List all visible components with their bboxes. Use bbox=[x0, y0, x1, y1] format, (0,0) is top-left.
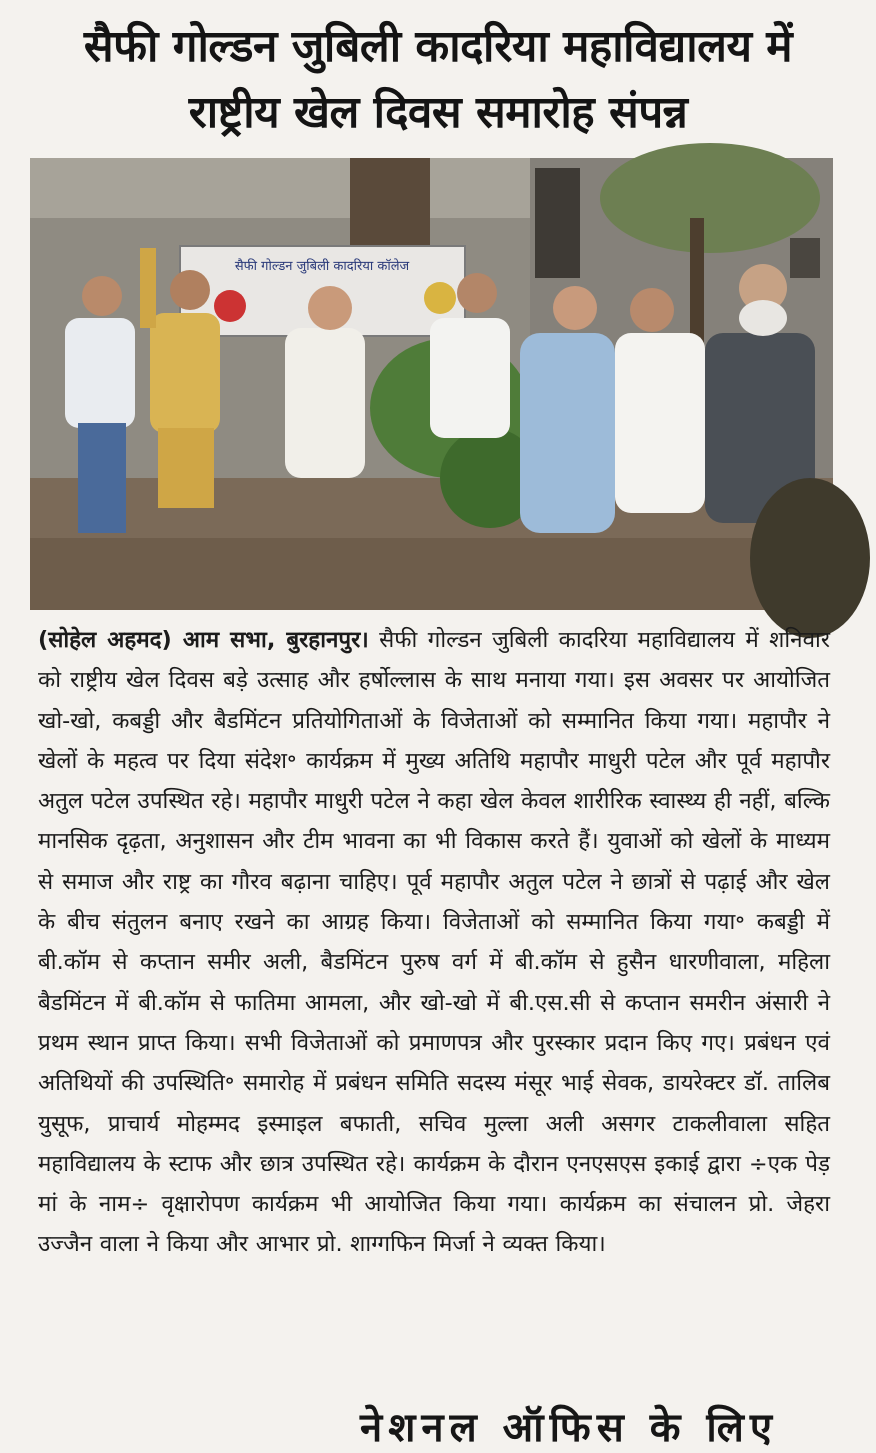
next-headline-fragment bbox=[360, 1394, 778, 1451]
article-body bbox=[38, 620, 830, 1265]
headline bbox=[20, 14, 856, 146]
headline-line-2: राष्ट्रीय खेल दिवस समारोह संपन्न bbox=[188, 87, 688, 138]
headline-line-1: सैफी गोल्डन जुबिली कादरिया महाविद्यालय में bbox=[83, 21, 793, 72]
article-dateline: (सोहेल अहमद) आम सभा, बुरहानपुर। bbox=[38, 627, 369, 653]
banner-text: सैफी गोल्डन जुबिली कादरिया कॉलेज bbox=[234, 259, 410, 274]
news-photo bbox=[30, 158, 833, 610]
article-text: सैफी गोल्डन जुबिली कादरिया महाविद्यालय में शनिवार को राष्ट्रीय खेल दिवस बड़े उत्साह और हर्षोल्लास के साथ मनाया गया। इस अवसर पर आयोजित खो-खो, कबड्डी और बैडमिंटन प्रतियोगिताओं के विजेताओं को सम्मानित किया गया। महापौर ने खेलों के महत्व पर दिया संदेश॰ कार्यक्रम में मुख्य अतिथि महापौर माधुरी पटेल और पूर्व महापौर अतुल पटेल उपस्थित रहे। महापौर माधुरी पटेल ने कहा खेल केवल शारीरिक स्वास्थ्य ही नहीं, बल्कि मानसिक दृढ़ता, अनुशासन और टीम भावना का भी विकास करते हैं। युवाओं को खेलों के माध्यम से समाज और राष्ट्र का गौरव बढ़ाना चाहिए। पूर्व महापौर अतुल पटेल ने छात्रों से पढ़ाई और खेल के बीच संतुलन बनाए रखने का आग्रह किया। विजेताओं को सम्मानित किया गया॰ कबड्डी में बी.कॉम से कप्तान समीर अली, बैडमिंटन पुरुष वर्ग में बी.कॉम से हुसैन धारणीवाला, महिला बैडमिंटन में बी.कॉम से फातिमा आमला, और खो-खो में बी.एस.सी से कप्तान समरीन अंसारी ने प्रथम स्थान प्राप्त किया। सभी विजेताओं को प्रमाणपत्र और पुरस्कार प्रदान किए गए। प्रबंधन एवं अतिथियों की उपस्थिति॰ समारोह में प्रबंधन समिति सदस्य मंसूर भाई सेवक, डायरेक्टर डॉ. तालिब युसूफ, प्राचार्य मोहम्मद इस्माइल बफाती, सचिव मुल्ला अली असगर टाकलीवाला सहित महाविद्यालय के स्टाफ और छात्र उपस्थित रहे। कार्यक्रम के दौरान एनएसएस इकाई द्वारा ÷एक पेड़ मां के नाम÷ वृक्षारोपण कार्यक्रम भी आयोजित किया गया। कार्यक्रम का संचालन प्रो. जेहरा उज्जैन वाला ने किया और आभार प्रो. शाग्गफिन मिर्जा ने व्यक्त किया। bbox=[38, 627, 831, 1258]
next-headline-text: नेशनल ऑफिस के लिए bbox=[360, 1405, 778, 1451]
